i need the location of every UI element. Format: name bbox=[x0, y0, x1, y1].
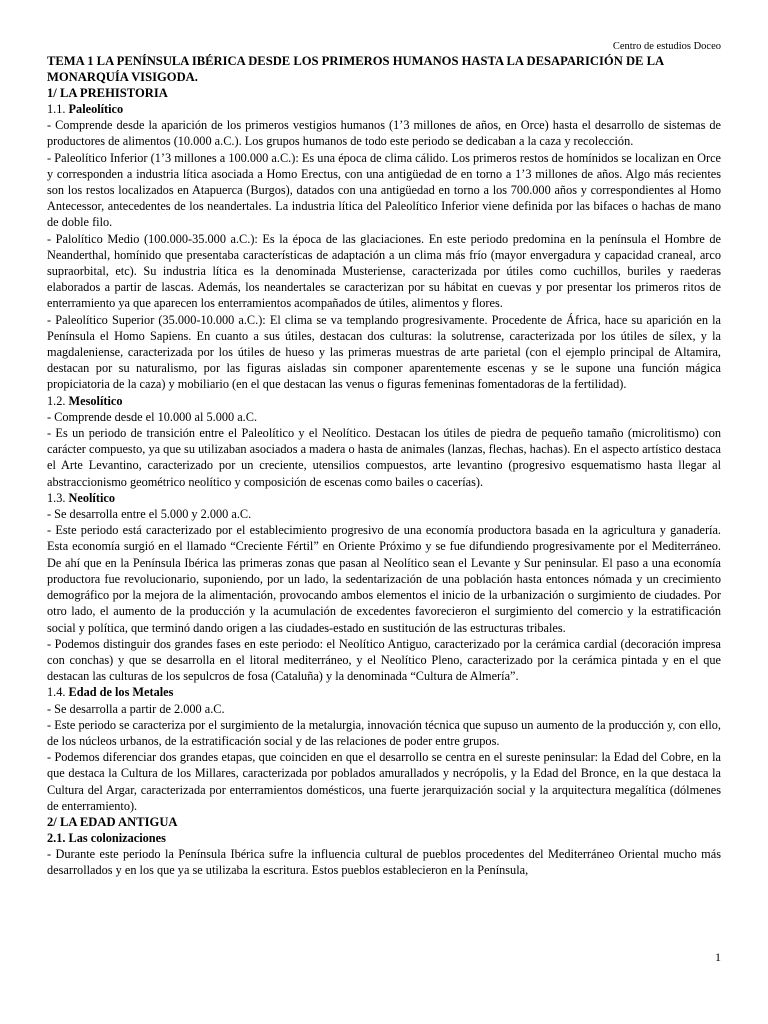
paragraph: - Se desarrolla entre el 5.000 y 2.000 a.C. bbox=[47, 507, 252, 522]
subsection-label: Edad de los Metales bbox=[68, 685, 174, 700]
paragraph: - Paleolítico Inferior (1’3 millones a 100.000 a.C.): Es una época de clima cálido. Los primeros restos de homínidos se localizan en Orce y corresponden a industria lítica asociada a Homo Erectus, con una antigüedad de en torno a 1’3 millones de años. Algo más recientes son los restos localizados en Atapuerca (Burgos), datados con una antigüedad en torno a los 700.000 años y correspondientes al Homo Antecessor, antecedentes de los neandertales. La industria lítica del Paleolítico Inferior viene definida por las bifaces o hachas de mano de doble filo. bbox=[47, 150, 721, 230]
subsection-number: 1.1. bbox=[47, 102, 66, 116]
paragraph: - Comprende desde la aparición de los primeros vestigios humanos (1’3 millones de años, en Orce) hasta el desarrollo de sistemas de productores de alimentos (10.000 a.C.). Los grupos humanos de todo este periodo se dedicaban a la caza y recolección. bbox=[47, 118, 721, 149]
paragraph: - Durante este periodo la Península Ibérica sufre la influencia cultural de pueblos procedentes del Mediterráneo Oriental mucho más desarrollados y en los que ya se utilizaba la escritura. Estos pueblos establecieron en la Península, bbox=[47, 847, 721, 878]
paragraph: - Este periodo se caracteriza por el surgimiento de la metalurgia, innovación técnica que supuso un aumento de la producción y, con ello, de los núcleos urbanos, de la estratificación social y de las relaciones de poder entre grupos. bbox=[47, 717, 721, 748]
subsection-label: Paleolítico bbox=[68, 102, 124, 116]
subsection-label: Mesolítico bbox=[68, 393, 123, 408]
document-title: TEMA 1 LA PENÍNSULA IBÉRICA DESDE LOS PRIMEROS HUMANOS HASTA LA DESAPARICIÓN DE LA MONARQUÍA VISIGODA. bbox=[47, 54, 664, 84]
paragraph: - Se desarrolla a partir de 2.000 a.C. bbox=[47, 701, 225, 716]
subsection-number: 1.2. bbox=[47, 393, 66, 408]
section-heading-edad-antigua: 2/ LA EDAD ANTIGUA bbox=[47, 814, 178, 829]
paragraph: - Es un periodo de transición entre el Paleolítico y el Neolítico. Destacan los útiles de piedra de pequeño tamaño (microlitismo) con carácter compuesto, ya que su utilizaban asociados a madera o hasta de animales (lanzas, flechas, hachas). En el aspecto artístico destaca el Arte Levantino, caracterizado por un creciente, utensilios compuestos, arte levantino (progresivo esquematismo hasta llegar al abstraccionismo geométrico neolítico y composición de escenas como bailes o cacerías). bbox=[47, 426, 721, 489]
page-header: Centro de estudios Doceo bbox=[612, 41, 721, 52]
subsection-heading-edad-metales bbox=[47, 684, 721, 700]
paragraph: - Este periodo está caracterizado por el establecimiento progresivo de una economía productora basada en la agricultura y ganadería. Esta economía surgió en el llamado “Creciente Fértil” en Oriente Próximo y se fue difundiendo progresivamente por el Mediterráneo. De ahí que en la Península Ibérica las primeras zonas que pasan al Neolítico sean el Levante y Sur peninsular. El paso a una economía productora fue revolucionario, suponiendo, por un lado, la sedentarización de una población hasta entonces nómada y un crecimiento demográfico por la mejora de la alimentación, provocando ambos elementos el inicio de la urbanización o surgimiento de ciudades. Por otro lado, el aumento de la producción y la acumulación de excedentes favorecieron el surgimiento del comercio y la estratificación social y política, que terminó dando origen a las ciudades-estado en sustitución de las estructuras tribales. bbox=[47, 523, 721, 635]
paragraph: - Podemos distinguir dos grandes fases en este periodo: el Neolítico Antiguo, caracterizado por la cerámica cardial (decoración impresa con conchas) y que se desarrolla en el litoral mediterráneo, y el Neolítico Pleno, caracterizado por la cerámica pintada y en el que destacan las culturas de los sepulcros de fosa (Cataluña) y la denominada “Cultura de Almería”. bbox=[47, 636, 721, 684]
subsection-label: Neolítico bbox=[68, 490, 115, 505]
subsection-number: 1.3. bbox=[47, 490, 66, 505]
subsection-heading-mesolitico bbox=[47, 393, 721, 409]
paragraph: - Palolítico Medio (100.000-35.000 a.C.): Es la época de las glaciaciones. En este periodo predomina en la península el Hombre de Neanderthal, homínido que presentaba características de adaptación a un clima más frío (mayor envergadura y capacidad craneal, arco supraorbital, etc). Su industria lítica es la denominada Musteriense, caracterizada por útiles como cuchillos, buriles y raederas elaborados a partir de lascas. Además, los neandertales se caracterizan por su hábitat en cuevas y por presentar los primeros ritos de enterramiento ya que aparecen los enterramientos acompañados de útiles, alimentos y flores. bbox=[47, 231, 721, 311]
document-body bbox=[47, 53, 721, 879]
subsection-heading-neolitico bbox=[47, 490, 721, 506]
subsection-number: 1.4. bbox=[47, 685, 66, 700]
subsection-heading-colonizaciones: 2.1. Las colonizaciones bbox=[47, 830, 166, 845]
page-number: 1 bbox=[715, 950, 721, 964]
paragraph: - Comprende desde el 10.000 al 5.000 a.C. bbox=[47, 409, 258, 424]
subsection-heading-paleolitico bbox=[47, 101, 721, 117]
paragraph: - Podemos diferenciar dos grandes etapas, que coinciden en que el desarrollo se centra en el sureste peninsular: la Edad del Cobre, en la que destaca la Cultura de los Millares, caracterizada por poblados amurallados y necrópolis, y la Edad del Bronce, en la que destaca la Cultura del Argar, caracterizada por enterramientos domésticos, una fuerte jerarquización social y la arquitectura megalítica (dólmenes de enterramiento). bbox=[47, 750, 721, 813]
section-heading-prehistoria: 1/ LA PREHISTORIA bbox=[47, 86, 168, 100]
paragraph: - Paleolítico Superior (35.000-10.000 a.C.): El clima se va templando progresivamente. Procedente de África, hace su aparición en la Península el Homo Sapiens. En cuanto a sus útiles, destacan dos culturas: la solutrense, caracterizada por los útiles de sílex, y la magdaleniense, caracterizada por los útiles de hueso y las primeras muestras de arte parietal (con el ejemplo principal de Altamira, destacan por su naturalismo, por las figuras aisladas sin componer aparentemente escenas y se le supone una función mágica propiciatoria de la caza) y mobiliario (en el que destacan las venus o figuras femeninas fomentadoras de la fertilidad). bbox=[47, 312, 721, 392]
